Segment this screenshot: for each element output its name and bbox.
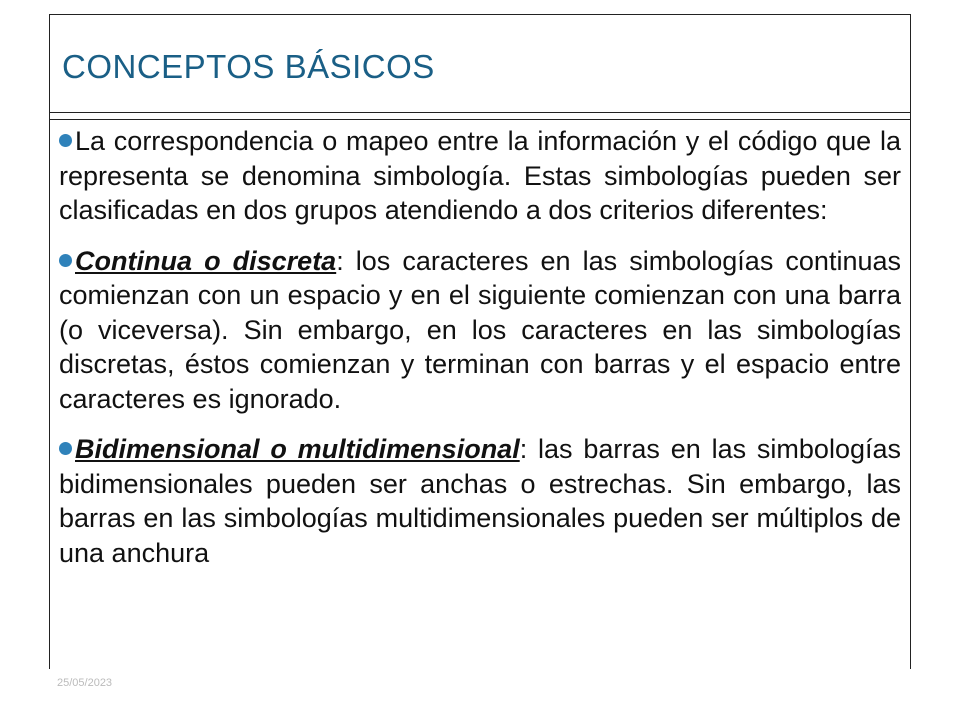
slide-footer-date: 25/05/2023 [57,677,113,689]
paragraph-text: La correspondencia o mapeo entre la información y el código que la representa se denomina simbología. Estas simbologías pueden ser clasificadas en dos grupos atendiendo a dos criterios diferentes: [59,126,901,225]
term-bidimensional-multidimensional: Bidimensional o multidimensional [75,434,520,464]
slide-content [59,124,901,586]
paragraph-text: : los caracteres en las simbologías continuas comienzan con un espacio y en el siguiente comienzan con una barra (o viceversa). Sin embargo, en los caracteres en las simbologías discretas, éstos comienzan y terminan con barras y el espacio entre caracteres es ignorado. [59,245,901,414]
bullet-paragraph-intro [59,124,901,228]
bullet-paragraph-bidimensional [59,432,901,570]
title-divider-bottom [49,119,911,120]
bullet-icon [59,134,72,147]
slide-title: CONCEPTOS BÁSICOS [62,48,435,85]
title-divider-top [49,112,911,113]
paragraph-text: : las barras en las simbologías bidimensionales pueden ser anchas o estrechas. Sin embargo, las barras en las simbologías multidimensionales pueden ser múltiplos de una anchura [59,434,901,568]
bullet-icon [59,254,72,267]
bullet-paragraph-continua [59,244,901,417]
term-continua-discreta: Continua o discreta [75,245,337,276]
bullet-icon [59,442,72,455]
